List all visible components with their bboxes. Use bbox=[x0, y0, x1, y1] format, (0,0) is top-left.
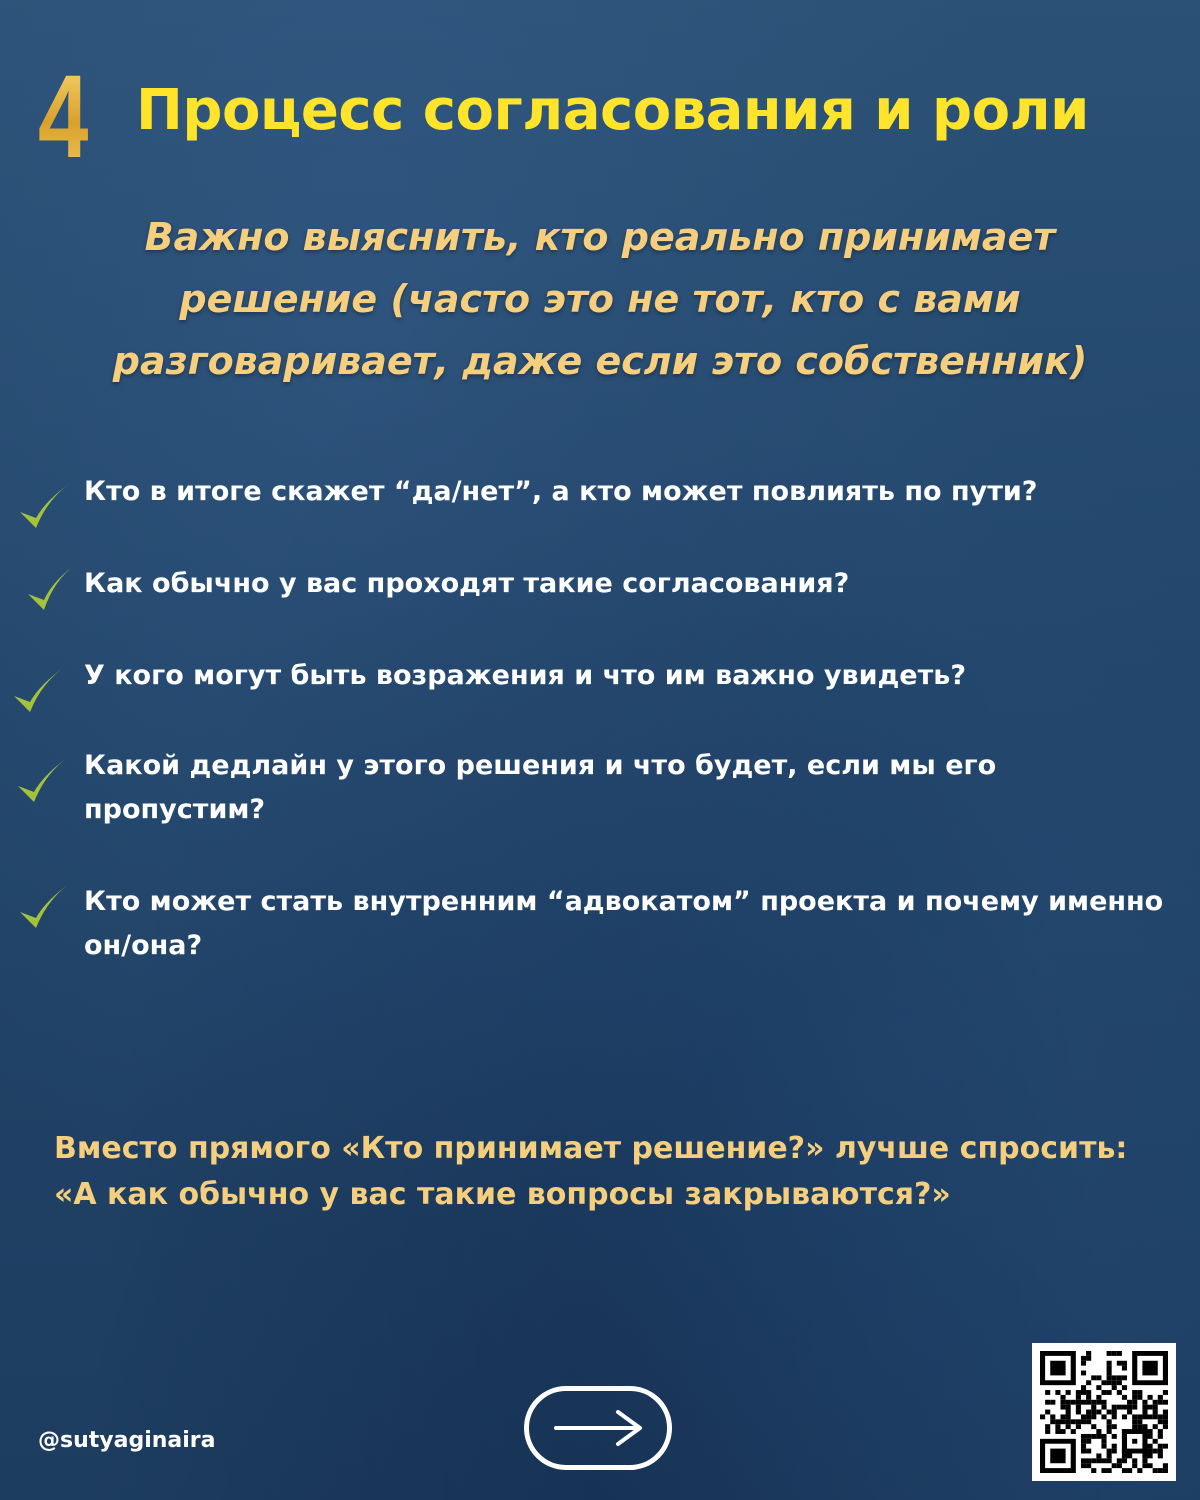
section-number: 4 bbox=[38, 51, 88, 183]
checklist-item-text: Какой дедлайн у этого решения и что будет, если мы его пропустим? bbox=[84, 750, 997, 825]
qr-pattern bbox=[1040, 1351, 1168, 1473]
next-button[interactable] bbox=[524, 1386, 672, 1470]
checkmark-icon bbox=[14, 558, 74, 618]
checkmark-icon bbox=[10, 660, 70, 720]
checklist-item-text: У кого могут быть возражения и что им важно увидеть? bbox=[84, 660, 966, 691]
tip-text: Вместо прямого «Кто принимает решение?» лучше спросить: «А как обычно у вас такие вопросы закрываются?» bbox=[54, 1131, 1128, 1212]
checkmark-icon bbox=[14, 750, 74, 810]
checklist-item-text: Как обычно у вас проходят такие согласования? bbox=[84, 568, 850, 599]
checkmark-icon bbox=[14, 478, 74, 538]
arrow-right-icon bbox=[550, 1408, 646, 1448]
author-handle: @sutyaginaira bbox=[38, 1428, 216, 1453]
qr-code-icon[interactable] bbox=[1032, 1343, 1176, 1481]
page-title: Процесс согласования и роли bbox=[136, 78, 1089, 143]
checklist-item-text: Кто в итоге скажет “да/нет”, а кто может повлиять по пути? bbox=[84, 476, 1038, 507]
subtitle: Важно выяснить, кто реально принимает решение (часто это не тот, кто с вами разговаривает, даже если это собственник) bbox=[112, 215, 1088, 383]
checklist-item-text: Кто может стать внутренним “адвокатом” проекта и почему именно он/она? bbox=[84, 886, 1164, 961]
checkmark-icon bbox=[16, 876, 76, 936]
